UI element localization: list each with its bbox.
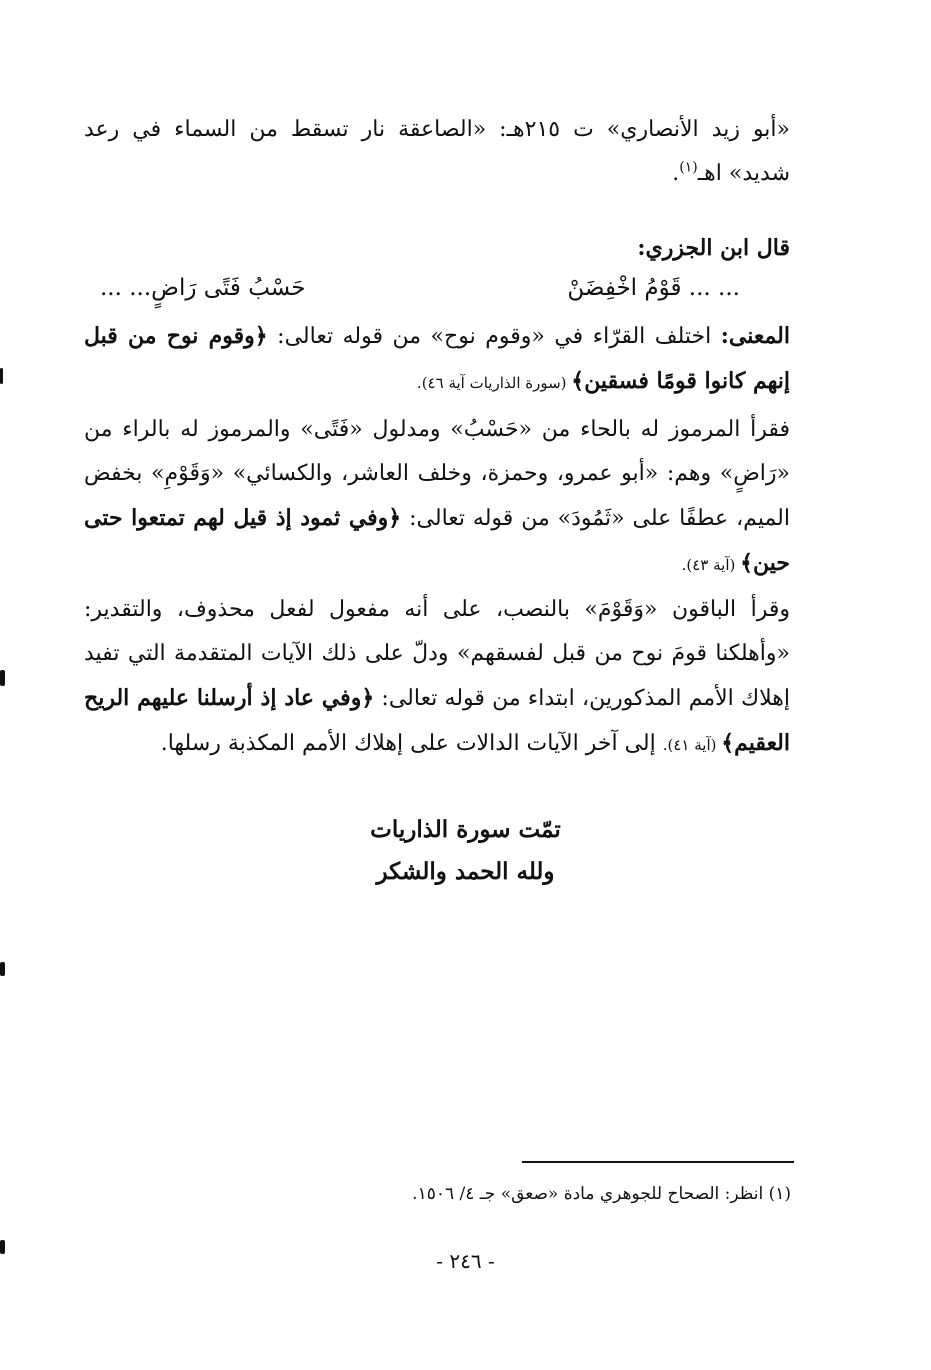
- meaning-ayah: ﴿وقوم نوح من قبل إنهم كانوا قومًا فسقين﴾: [84, 323, 790, 394]
- paragraph-1: [84, 108, 790, 196]
- meaning-text: اختلف القرّاء في «وقوم نوح» من قوله تعالى:: [267, 324, 721, 349]
- meaning-reference: (سورة الذاريات آية ٤٦).: [416, 374, 572, 392]
- paragraph-4-ayah: ﴿وفي عاد إذ أرسلنا عليهم الريح العقيم﴾: [84, 685, 790, 756]
- margin-mark-4: [0, 1240, 5, 1254]
- paragraph-4-reference: (آية ٤١).: [662, 736, 722, 754]
- section-heading: [84, 226, 790, 270]
- paragraph-3-ayah: ﴿وفي ثمود إذ قيل لهم تمتعوا حتى حين﴾: [84, 505, 790, 576]
- paragraph-4-tail: إلى آخر الآيات الدالات على إهلاك الأمم المكذبة رسلها.: [160, 731, 663, 756]
- verse-second-hemistich: حَسْبُ فَتًى رَاضٍ... ...: [100, 275, 306, 301]
- paragraph-1-period: .: [672, 161, 680, 186]
- margin-mark-3: [0, 962, 5, 976]
- meaning-paragraph: [84, 314, 790, 405]
- poetry-verse: [100, 268, 740, 308]
- paragraph-3-reference: (آية ٤٣).: [681, 556, 741, 574]
- meaning-label: المعنى:: [720, 323, 790, 349]
- verse-first-hemistich: ... ... قَوْمُ اخْفِضَنْ: [567, 275, 740, 301]
- paragraph-4-text: وقرأ الباقون «وَقَوْمَ» بالنصب، على أنه مفعول لفعل محذوف، والتقدير: «وأهلكنا قومَ نوح من قبل لفسقهم» ودلّ على ذلك الآيات المتقدمة التي تفيد إهلاك الأمم المذكورين، ابتداء من قوله تعالى:: [84, 597, 790, 711]
- footnote-reference: (١): [679, 159, 698, 176]
- margin-mark-2: [0, 670, 5, 686]
- footnote-divider: [522, 1161, 794, 1163]
- surah-end-title: تمّت سورة الذاريات: [370, 816, 561, 843]
- paragraph-3-text: فقرأ المرموز له بالحاء من «حَسْبُ» ومدلول «فَتًى» والمرموز له بالراء من «رَاضٍ» وهم: «أبو عمرو، وحمزة، وخلف العاشر، والكسائي» «وَقَوْمِ» بخفض الميم، عطفًا على «ثَمُودَ» من قوله تعالى:: [84, 417, 791, 531]
- closing-praise: ولله الحمد والشكر: [376, 858, 555, 885]
- paragraph-1-text: «أبو زيد الأنصاري» ت ٢١٥هـ: «الصاعقة نار تسقط من السماء في رعد شديد» اهـ: [84, 117, 791, 186]
- page-number: - ٢٤٦ -: [436, 1249, 495, 1273]
- paragraph-4: [84, 588, 790, 767]
- paragraph-3: [84, 408, 790, 587]
- footnote: (١) انظر: الصحاح للجوهري مادة «صعق» جـ ٤/ ١٥٠٦.: [412, 1184, 791, 1204]
- heading-text: قال ابن الجزري:: [637, 235, 790, 261]
- margin-mark-1: [0, 368, 3, 384]
